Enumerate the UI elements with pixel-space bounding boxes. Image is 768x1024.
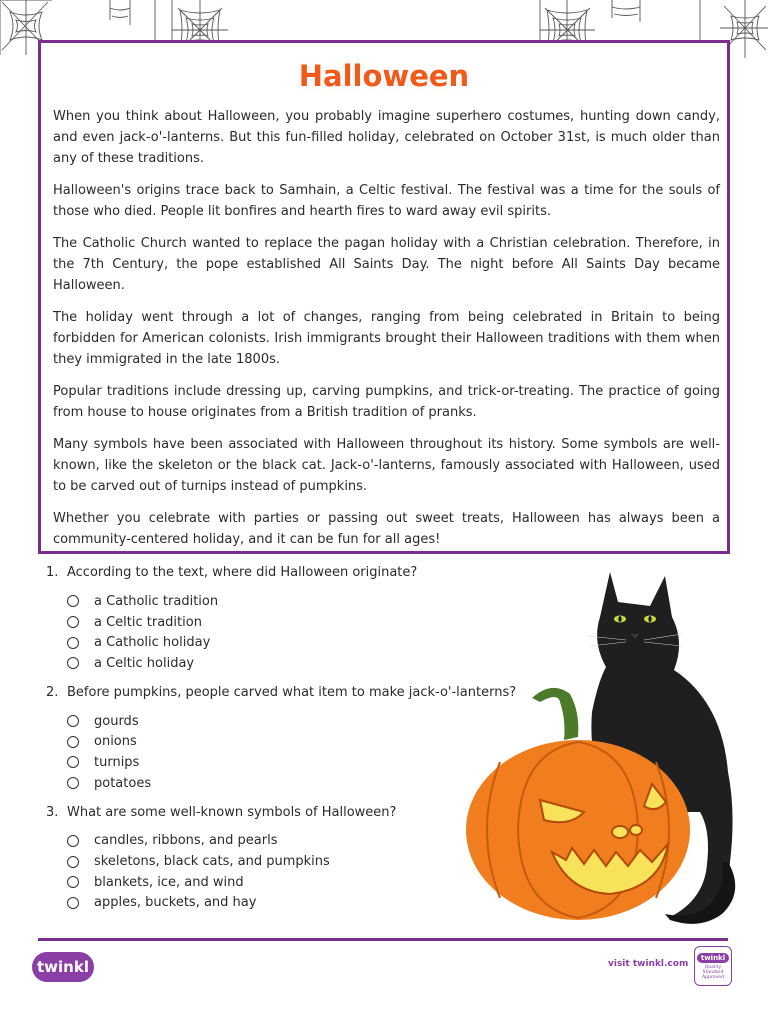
badge-logo: twinkl xyxy=(697,953,729,963)
answer-option[interactable] xyxy=(67,773,526,794)
twinkl-logo[interactable]: twinkl xyxy=(32,952,94,982)
question-text xyxy=(46,803,526,823)
answer-options xyxy=(67,591,526,674)
answer-option[interactable] xyxy=(67,711,526,732)
badge-text: Quality Standard Approved xyxy=(701,964,725,980)
question-text xyxy=(46,683,526,703)
question-number: 3. xyxy=(46,804,59,820)
radio-button[interactable] xyxy=(67,777,79,789)
reading-passage-panel xyxy=(38,40,730,554)
passage-paragraph: Many symbols have been associated with Halloween throughout its history. Some symbols are well-known, like the skeleton or the black cat. Jack-o'-lanterns, famously associated with Halloween, used to be carved out of turnips instead of pumpkins. xyxy=(53,437,720,494)
radio-button[interactable] xyxy=(67,657,79,669)
reading-passage xyxy=(53,106,720,561)
spider-web-icon xyxy=(612,0,700,40)
question-2 xyxy=(46,683,526,794)
passage-paragraph: When you think about Halloween, you probably imagine superhero costumes, hunting down candy, and even jack-o'-lanterns. But this fun-filled holiday, celebrated on October 31st, is much older than any of these traditions. xyxy=(53,109,720,166)
answer-option[interactable] xyxy=(67,851,526,872)
question-prompt: According to the text, where did Halloween originate? xyxy=(67,565,418,580)
passage-paragraph: Halloween's origins trace back to Samhain, a Celtic festival. The festival was a time for the souls of those who died. People lit bonfires and hearth fires to ward away evil spirits. xyxy=(53,183,720,219)
answer-option[interactable] xyxy=(67,612,526,633)
answer-option[interactable] xyxy=(67,591,526,612)
radio-button[interactable] xyxy=(67,637,79,649)
radio-button[interactable] xyxy=(67,736,79,748)
answer-label: a Celtic tradition xyxy=(94,614,202,630)
passage-paragraph: Whether you celebrate with parties or passing out sweet treats, Halloween has always been a community-centered holiday, and it can be fun for all ages! xyxy=(53,511,720,547)
answer-option[interactable] xyxy=(67,653,526,674)
answer-label: candles, ribbons, and pearls xyxy=(94,833,278,849)
question-1 xyxy=(46,563,526,674)
answer-options xyxy=(67,831,526,914)
answer-label: potatoes xyxy=(94,775,152,791)
passage-paragraph: The Catholic Church wanted to replace the pagan holiday with a Christian celebration. Therefore, in the 7th Century, the pope established All Saints Day. The night before All Saints Day became Halloween. xyxy=(53,236,720,293)
question-prompt: Before pumpkins, people carved what item to make jack-o'-lanterns? xyxy=(67,684,517,700)
page-title: Halloween xyxy=(298,59,470,93)
radio-button[interactable] xyxy=(67,856,79,868)
radio-button[interactable] xyxy=(67,616,79,628)
passage-paragraph: The holiday went through a lot of changes, ranging from being celebrated in Britain to being forbidden for American colonists. Irish immigrants brought their Halloween traditions with them when they immigrated in the late 1800s. xyxy=(53,310,720,367)
footer-divider xyxy=(38,938,728,941)
quality-badge xyxy=(694,946,732,986)
answer-options xyxy=(67,711,526,794)
answer-label: gourds xyxy=(94,713,139,729)
answer-option[interactable] xyxy=(67,731,526,752)
question-number: 1. xyxy=(46,565,59,580)
answer-label: a Catholic holiday xyxy=(94,635,211,651)
answer-option[interactable] xyxy=(67,632,526,653)
question-text xyxy=(46,563,526,583)
visit-link[interactable]: visit twinkl.com xyxy=(608,959,689,969)
cat-and-pumpkin-illustration xyxy=(460,562,750,932)
answer-label: blankets, ice, and wind xyxy=(94,874,244,890)
radio-button[interactable] xyxy=(67,876,79,888)
answer-label: apples, buckets, and hay xyxy=(94,895,257,911)
answer-option[interactable] xyxy=(67,893,526,914)
radio-button[interactable] xyxy=(67,897,79,909)
answer-label: skeletons, black cats, and pumpkins xyxy=(94,854,330,870)
answer-label: a Celtic holiday xyxy=(94,655,195,671)
radio-button[interactable] xyxy=(67,715,79,727)
answer-option[interactable] xyxy=(67,872,526,893)
answer-option[interactable] xyxy=(67,831,526,852)
question-3 xyxy=(46,803,526,914)
question-prompt: What are some well-known symbols of Halloween? xyxy=(67,804,397,820)
answer-label: a Catholic tradition xyxy=(94,593,219,609)
answer-label: onions xyxy=(94,734,137,750)
question-list xyxy=(46,563,526,922)
passage-paragraph: Popular traditions include dressing up, carving pumpkins, and trick-or-treating. The practice of going from house to house originates from a British tradition of pranks. xyxy=(53,384,720,420)
radio-button[interactable] xyxy=(67,595,79,607)
answer-option[interactable] xyxy=(67,752,526,773)
question-number: 2. xyxy=(46,684,59,700)
answer-label: turnips xyxy=(94,754,140,770)
radio-button[interactable] xyxy=(67,756,79,768)
radio-button[interactable] xyxy=(67,835,79,847)
